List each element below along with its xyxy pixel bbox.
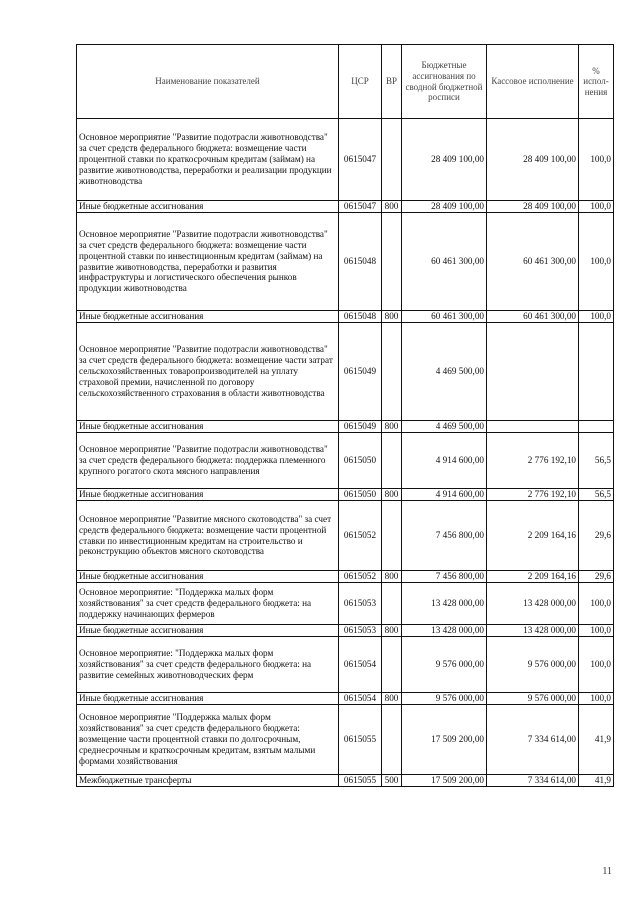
- row-name: Иные бюджетные ассигнования: [77, 421, 339, 433]
- header-name: Наименование показателей: [77, 45, 339, 119]
- budget-table: [76, 44, 614, 787]
- row-cash-execution: 28 409 100,00: [487, 201, 579, 213]
- row-vr: 800: [382, 201, 402, 213]
- row-assignments: 9 576 000,00: [402, 693, 487, 705]
- row-percent: 100,0: [579, 201, 614, 213]
- row-csr: 0615053: [339, 583, 382, 625]
- row-cash-execution: 9 576 000,00: [487, 637, 579, 693]
- row-cash-execution: 2 209 164,16: [487, 571, 579, 583]
- row-vr: [382, 705, 402, 775]
- row-cash-execution: 13 428 000,00: [487, 583, 579, 625]
- table-row: [77, 433, 614, 489]
- row-percent: 56,5: [579, 433, 614, 489]
- row-assignments: 4 469 500,00: [402, 323, 487, 421]
- row-name: Основное мероприятие "Развитие подотрасли животноводства" за счет средств федерального бюджета: возмещение части процентной ставки по краткосрочным кредитам (займам) на развитие животноводства, переработки и реализации продукции животноводства: [77, 119, 339, 201]
- row-vr: 800: [382, 693, 402, 705]
- row-vr: [382, 501, 402, 571]
- row-percent: 56,5: [579, 489, 614, 501]
- row-cash-execution: 2 209 164,16: [487, 501, 579, 571]
- row-cash-execution: [487, 323, 579, 421]
- table-row: [77, 323, 614, 421]
- row-percent: 100,0: [579, 625, 614, 637]
- row-csr: 0615047: [339, 201, 382, 213]
- row-name: Основное мероприятие "Развитие мясного скотоводства" за счет средств федерального бюджета: возмещение части процентной ставки по инвестиционным кредитам на строительство и реконструкцию объектов мясного скотоводства: [77, 501, 339, 571]
- row-vr: 800: [382, 571, 402, 583]
- row-vr: [382, 323, 402, 421]
- row-vr: [382, 583, 402, 625]
- row-vr: 800: [382, 311, 402, 323]
- row-name: Основное мероприятие "Поддержка малых форм хозяйствования" за счет средств федерального бюджета: возмещение части процентной ставки по долгосрочным, среднесрочным и краткосрочным кредитам, взятым малыми формами хозяйствования: [77, 705, 339, 775]
- row-csr: 0615052: [339, 501, 382, 571]
- header-csr: ЦСР: [339, 45, 382, 119]
- row-name: Основное мероприятие: "Поддержка малых форм хозяйствования" за счет средств федерального бюджета: на поддержку начинающих фермеров: [77, 583, 339, 625]
- row-name: Иные бюджетные ассигнования: [77, 489, 339, 501]
- row-name: Основное мероприятие "Развитие подотрасли животноводства" за счет средств федерального бюджета: поддержка племенного крупного рогатого скота мясного направления: [77, 433, 339, 489]
- table-row: [77, 693, 614, 705]
- row-name: Иные бюджетные ассигнования: [77, 201, 339, 213]
- row-percent: 100,0: [579, 693, 614, 705]
- row-percent: 29,6: [579, 571, 614, 583]
- row-vr: 800: [382, 489, 402, 501]
- table-row: [77, 119, 614, 201]
- row-cash-execution: 60 461 300,00: [487, 311, 579, 323]
- row-assignments: 17 509 200,00: [402, 775, 487, 787]
- row-vr: [382, 637, 402, 693]
- row-vr: 800: [382, 625, 402, 637]
- row-name: Основное мероприятие: "Поддержка малых форм хозяйствования" за счет средств федерального бюджета: на развитие семейных животноводческих ферм: [77, 637, 339, 693]
- row-name: Иные бюджетные ассигнования: [77, 625, 339, 637]
- row-percent: [579, 323, 614, 421]
- row-name: Основное мероприятие "Развитие подотрасли животноводства" за счет средств федерального бюджета: возмещение части затрат сельскохозяйственных товаропроизводителей на уплату страховой премии, начисленной по договору сельскохозяйственного страхования в области животноводства: [77, 323, 339, 421]
- table-row: [77, 583, 614, 625]
- row-percent: 29,6: [579, 501, 614, 571]
- row-csr: 0615048: [339, 213, 382, 311]
- header-cash-execution: Кассовое исполнение: [487, 45, 579, 119]
- row-vr: [382, 119, 402, 201]
- header-assignments: Бюджетные ассигнования по сводной бюджетной росписи: [402, 45, 487, 119]
- row-vr: 800: [382, 421, 402, 433]
- row-percent: 100,0: [579, 311, 614, 323]
- row-assignments: 17 509 200,00: [402, 705, 487, 775]
- row-assignments: 28 409 100,00: [402, 119, 487, 201]
- row-cash-execution: 2 776 192,10: [487, 433, 579, 489]
- row-cash-execution: [487, 421, 579, 433]
- row-csr: 0615050: [339, 489, 382, 501]
- row-name: Иные бюджетные ассигнования: [77, 311, 339, 323]
- row-percent: 100,0: [579, 583, 614, 625]
- row-cash-execution: 2 776 192,10: [487, 489, 579, 501]
- row-name: Межбюджетные трансферты: [77, 775, 339, 787]
- row-csr: 0615052: [339, 571, 382, 583]
- row-percent: 41,9: [579, 775, 614, 787]
- row-assignments: 4 914 600,00: [402, 489, 487, 501]
- row-assignments: 4 469 500,00: [402, 421, 487, 433]
- header-percent: % испол-нения: [579, 45, 614, 119]
- row-assignments: 4 914 600,00: [402, 433, 487, 489]
- row-percent: 100,0: [579, 213, 614, 311]
- table-row: [77, 775, 614, 787]
- row-csr: 0615050: [339, 433, 382, 489]
- row-csr: 0615047: [339, 119, 382, 201]
- row-assignments: 7 456 800,00: [402, 501, 487, 571]
- table-row: [77, 501, 614, 571]
- row-assignments: 13 428 000,00: [402, 625, 487, 637]
- row-assignments: 28 409 100,00: [402, 201, 487, 213]
- page-number: 11: [602, 866, 612, 877]
- row-csr: 0615053: [339, 625, 382, 637]
- row-name: Иные бюджетные ассигнования: [77, 571, 339, 583]
- table-row: [77, 311, 614, 323]
- row-vr: [382, 433, 402, 489]
- row-cash-execution: 9 576 000,00: [487, 693, 579, 705]
- row-csr: 0615049: [339, 421, 382, 433]
- header-row: [77, 45, 614, 119]
- row-cash-execution: 28 409 100,00: [487, 119, 579, 201]
- row-vr: [382, 213, 402, 311]
- row-percent: 100,0: [579, 637, 614, 693]
- row-csr: 0615048: [339, 311, 382, 323]
- table-row: [77, 705, 614, 775]
- table-row: [77, 637, 614, 693]
- row-vr: 500: [382, 775, 402, 787]
- row-cash-execution: 13 428 000,00: [487, 625, 579, 637]
- row-percent: [579, 421, 614, 433]
- row-assignments: 13 428 000,00: [402, 583, 487, 625]
- row-csr: 0615049: [339, 323, 382, 421]
- row-percent: 41,9: [579, 705, 614, 775]
- row-cash-execution: 7 334 614,00: [487, 775, 579, 787]
- row-name: Иные бюджетные ассигнования: [77, 693, 339, 705]
- table-row: [77, 421, 614, 433]
- row-csr: 0615055: [339, 705, 382, 775]
- table-row: [77, 213, 614, 311]
- table-row: [77, 489, 614, 501]
- header-vr: ВР: [382, 45, 402, 119]
- table-row: [77, 625, 614, 637]
- table-row: [77, 201, 614, 213]
- row-csr: 0615055: [339, 775, 382, 787]
- row-name: Основное мероприятие "Развитие подотрасли животноводства" за счет средств федерального бюджета: возмещение части процентной ставки по инвестиционным кредитам (займам) на развитие животноводства, переработки и развития инфраструктуры и логистического обеспечения рынков продукции животноводства: [77, 213, 339, 311]
- row-assignments: 60 461 300,00: [402, 213, 487, 311]
- row-assignments: 60 461 300,00: [402, 311, 487, 323]
- row-assignments: 7 456 800,00: [402, 571, 487, 583]
- row-cash-execution: 7 334 614,00: [487, 705, 579, 775]
- row-csr: 0615054: [339, 693, 382, 705]
- row-cash-execution: 60 461 300,00: [487, 213, 579, 311]
- row-assignments: 9 576 000,00: [402, 637, 487, 693]
- row-csr: 0615054: [339, 637, 382, 693]
- table-row: [77, 571, 614, 583]
- row-percent: 100,0: [579, 119, 614, 201]
